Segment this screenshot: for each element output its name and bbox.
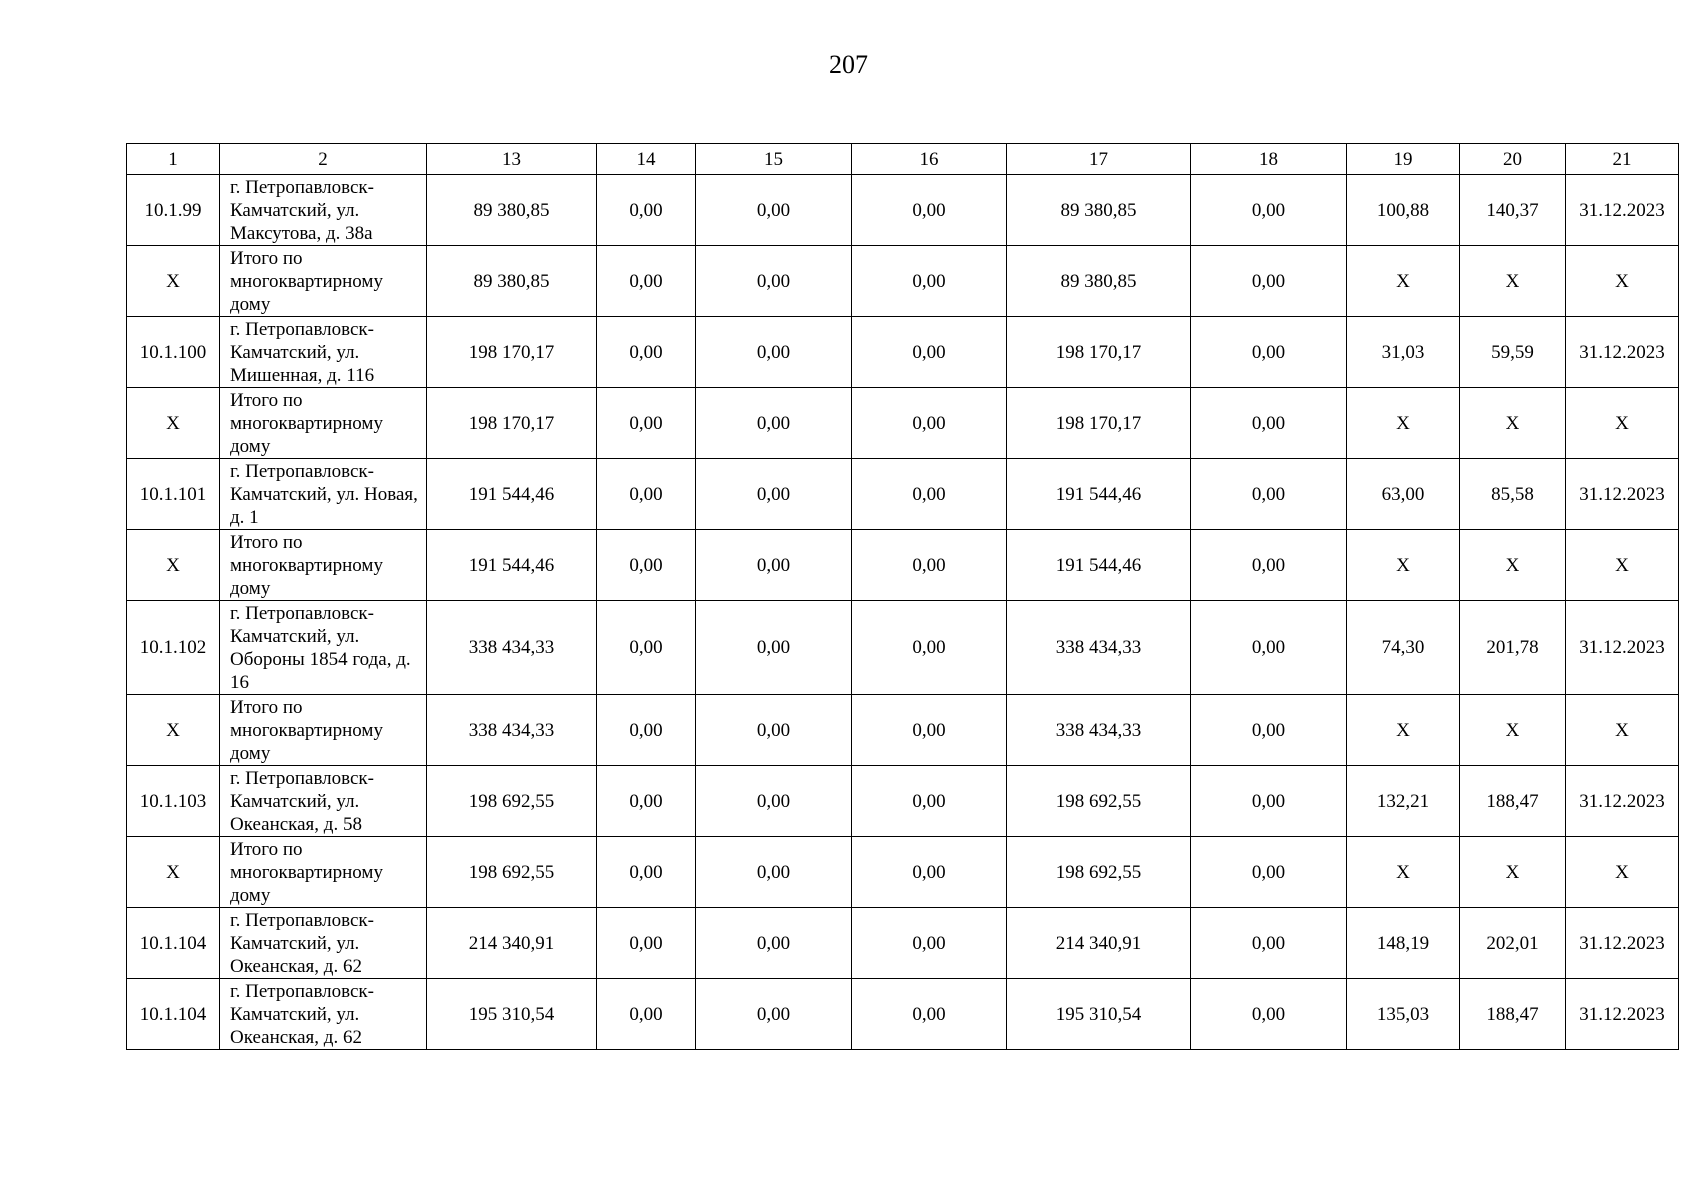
- row-number-cell: 10.1.99: [127, 175, 220, 246]
- table-cell: 0,00: [1191, 459, 1347, 530]
- table-row: [127, 979, 1679, 1050]
- table-cell: 198 692,55: [427, 837, 597, 908]
- table-cell: 0,00: [852, 979, 1007, 1050]
- table-cell: 0,00: [696, 979, 852, 1050]
- table-cell: 0,00: [852, 908, 1007, 979]
- table-cell: 0,00: [852, 766, 1007, 837]
- table-cell: X: [1566, 246, 1679, 317]
- row-number-cell: X: [127, 837, 220, 908]
- row-number-cell: X: [127, 388, 220, 459]
- table-cell: X: [1460, 695, 1566, 766]
- column-header-20: 20: [1460, 144, 1566, 175]
- table-cell: 0,00: [597, 766, 696, 837]
- table-cell: 0,00: [696, 459, 852, 530]
- table-row: [127, 766, 1679, 837]
- table-cell: 31.12.2023: [1566, 459, 1679, 530]
- row-number-cell: 10.1.100: [127, 317, 220, 388]
- table-cell: X: [1347, 388, 1460, 459]
- table-cell: X: [1566, 695, 1679, 766]
- table-cell: 0,00: [696, 766, 852, 837]
- table-cell: 0,00: [597, 459, 696, 530]
- address-cell: г. Петропавловск-Камчатский, ул. Новая, д. 1: [220, 459, 427, 530]
- address-cell: Итого по многоквартирному дому: [220, 837, 427, 908]
- table-cell: 0,00: [597, 530, 696, 601]
- address-cell: г. Петропавловск-Камчатский, ул. Мишенная, д. 116: [220, 317, 427, 388]
- table-row: [127, 317, 1679, 388]
- table-cell: 0,00: [1191, 766, 1347, 837]
- table-cell: 0,00: [597, 317, 696, 388]
- row-number-cell: 10.1.101: [127, 459, 220, 530]
- table-cell: 0,00: [852, 459, 1007, 530]
- table-cell: 31.12.2023: [1566, 175, 1679, 246]
- table-cell: 0,00: [852, 388, 1007, 459]
- address-cell: г. Петропавловск-Камчатский, ул. Океанская, д. 62: [220, 979, 427, 1050]
- column-header-17: 17: [1007, 144, 1191, 175]
- table-cell: 0,00: [852, 530, 1007, 601]
- row-number-cell: 10.1.102: [127, 601, 220, 695]
- table-cell: 0,00: [1191, 530, 1347, 601]
- table-cell: 63,00: [1347, 459, 1460, 530]
- table-cell: 85,58: [1460, 459, 1566, 530]
- table-cell: 198 692,55: [1007, 837, 1191, 908]
- table-cell: 0,00: [1191, 388, 1347, 459]
- table-row: [127, 601, 1679, 695]
- data-table: [126, 143, 1679, 1050]
- column-header-18: 18: [1191, 144, 1347, 175]
- address-cell: Итого по многоквартирному дому: [220, 695, 427, 766]
- table-cell: 0,00: [1191, 317, 1347, 388]
- table-cell: 31.12.2023: [1566, 979, 1679, 1050]
- table-cell: 198 170,17: [427, 388, 597, 459]
- table-cell: 0,00: [696, 175, 852, 246]
- table-cell: 191 544,46: [427, 530, 597, 601]
- table-header-row: [127, 144, 1679, 175]
- table-cell: 0,00: [597, 908, 696, 979]
- table-cell: 338 434,33: [1007, 695, 1191, 766]
- table-row: [127, 388, 1679, 459]
- table-cell: X: [1460, 388, 1566, 459]
- table-cell: 0,00: [1191, 837, 1347, 908]
- table-row: [127, 908, 1679, 979]
- table-cell: 132,21: [1347, 766, 1460, 837]
- table-row: [127, 530, 1679, 601]
- table-cell: 198 692,55: [1007, 766, 1191, 837]
- row-number-cell: X: [127, 530, 220, 601]
- table-cell: 0,00: [852, 695, 1007, 766]
- table-cell: 0,00: [597, 979, 696, 1050]
- table-cell: 195 310,54: [427, 979, 597, 1050]
- table-cell: 0,00: [696, 695, 852, 766]
- table-cell: X: [1460, 530, 1566, 601]
- table-cell: 100,88: [1347, 175, 1460, 246]
- row-number-cell: 10.1.104: [127, 908, 220, 979]
- table-cell: 0,00: [597, 601, 696, 695]
- table-cell: 0,00: [1191, 908, 1347, 979]
- table-cell: 31,03: [1347, 317, 1460, 388]
- table-cell: 198 692,55: [427, 766, 597, 837]
- address-cell: Итого по многоквартирному дому: [220, 246, 427, 317]
- row-number-cell: X: [127, 246, 220, 317]
- table-cell: 195 310,54: [1007, 979, 1191, 1050]
- column-header-19: 19: [1347, 144, 1460, 175]
- column-header-1: 1: [127, 144, 220, 175]
- table-cell: 214 340,91: [1007, 908, 1191, 979]
- table-cell: 338 434,33: [427, 601, 597, 695]
- table-cell: 0,00: [696, 908, 852, 979]
- table-cell: 0,00: [1191, 246, 1347, 317]
- address-cell: Итого по многоквартирному дому: [220, 530, 427, 601]
- table-cell: 31.12.2023: [1566, 317, 1679, 388]
- table-cell: 0,00: [696, 388, 852, 459]
- table-cell: 31.12.2023: [1566, 908, 1679, 979]
- table-cell: 0,00: [696, 246, 852, 317]
- column-header-2: 2: [220, 144, 427, 175]
- table-cell: 0,00: [597, 175, 696, 246]
- table-body: [127, 144, 1679, 1050]
- table-cell: X: [1460, 837, 1566, 908]
- table-cell: 89 380,85: [1007, 246, 1191, 317]
- table-cell: X: [1566, 837, 1679, 908]
- row-number-cell: 10.1.103: [127, 766, 220, 837]
- table-cell: 140,37: [1460, 175, 1566, 246]
- table-cell: 191 544,46: [1007, 459, 1191, 530]
- address-cell: Итого по многоквартирному дому: [220, 388, 427, 459]
- table-cell: X: [1566, 530, 1679, 601]
- column-header-16: 16: [852, 144, 1007, 175]
- table-cell: 0,00: [696, 530, 852, 601]
- table-cell: 148,19: [1347, 908, 1460, 979]
- table-cell: 89 380,85: [427, 175, 597, 246]
- table-cell: 0,00: [1191, 175, 1347, 246]
- table-cell: 135,03: [1347, 979, 1460, 1050]
- table-cell: 74,30: [1347, 601, 1460, 695]
- table-cell: 0,00: [696, 601, 852, 695]
- table-cell: X: [1566, 388, 1679, 459]
- table-cell: X: [1347, 695, 1460, 766]
- address-cell: г. Петропавловск-Камчатский, ул. Океанская, д. 62: [220, 908, 427, 979]
- table-cell: 202,01: [1460, 908, 1566, 979]
- column-header-15: 15: [696, 144, 852, 175]
- table-cell: 0,00: [597, 695, 696, 766]
- table-cell: 198 170,17: [427, 317, 597, 388]
- address-cell: г. Петропавловск-Камчатский, ул. Океанская, д. 58: [220, 766, 427, 837]
- table-cell: 0,00: [852, 317, 1007, 388]
- table-cell: 188,47: [1460, 766, 1566, 837]
- table-cell: 89 380,85: [1007, 175, 1191, 246]
- table-cell: 0,00: [696, 837, 852, 908]
- table-cell: X: [1347, 837, 1460, 908]
- table-cell: 201,78: [1460, 601, 1566, 695]
- table-cell: 31.12.2023: [1566, 766, 1679, 837]
- table-cell: 0,00: [696, 317, 852, 388]
- table-row: [127, 459, 1679, 530]
- table-cell: 89 380,85: [427, 246, 597, 317]
- table-cell: 0,00: [1191, 979, 1347, 1050]
- table-cell: 191 544,46: [1007, 530, 1191, 601]
- page-number: 207: [829, 50, 868, 79]
- table-cell: 0,00: [597, 246, 696, 317]
- table-cell: 214 340,91: [427, 908, 597, 979]
- table-row: [127, 175, 1679, 246]
- table-cell: 0,00: [1191, 601, 1347, 695]
- table-cell: 338 434,33: [1007, 601, 1191, 695]
- table-row: [127, 695, 1679, 766]
- table-cell: 0,00: [597, 837, 696, 908]
- table-cell: 0,00: [597, 388, 696, 459]
- table-cell: 338 434,33: [427, 695, 597, 766]
- table-cell: 198 170,17: [1007, 388, 1191, 459]
- table-cell: 59,59: [1460, 317, 1566, 388]
- row-number-cell: X: [127, 695, 220, 766]
- table-cell: 0,00: [1191, 695, 1347, 766]
- table-cell: X: [1347, 530, 1460, 601]
- table-cell: 0,00: [852, 837, 1007, 908]
- address-cell: г. Петропавловск-Камчатский, ул. Максутова, д. 38а: [220, 175, 427, 246]
- table-cell: 0,00: [852, 601, 1007, 695]
- table-cell: X: [1460, 246, 1566, 317]
- table-cell: 0,00: [852, 246, 1007, 317]
- table-cell: X: [1347, 246, 1460, 317]
- column-header-21: 21: [1566, 144, 1679, 175]
- address-cell: г. Петропавловск-Камчатский, ул. Обороны 1854 года, д. 16: [220, 601, 427, 695]
- table-row: [127, 837, 1679, 908]
- row-number-cell: 10.1.104: [127, 979, 220, 1050]
- column-header-14: 14: [597, 144, 696, 175]
- table-cell: 198 170,17: [1007, 317, 1191, 388]
- table-cell: 191 544,46: [427, 459, 597, 530]
- column-header-13: 13: [427, 144, 597, 175]
- table-row: [127, 246, 1679, 317]
- table-cell: 31.12.2023: [1566, 601, 1679, 695]
- table-cell: 0,00: [852, 175, 1007, 246]
- table-cell: 188,47: [1460, 979, 1566, 1050]
